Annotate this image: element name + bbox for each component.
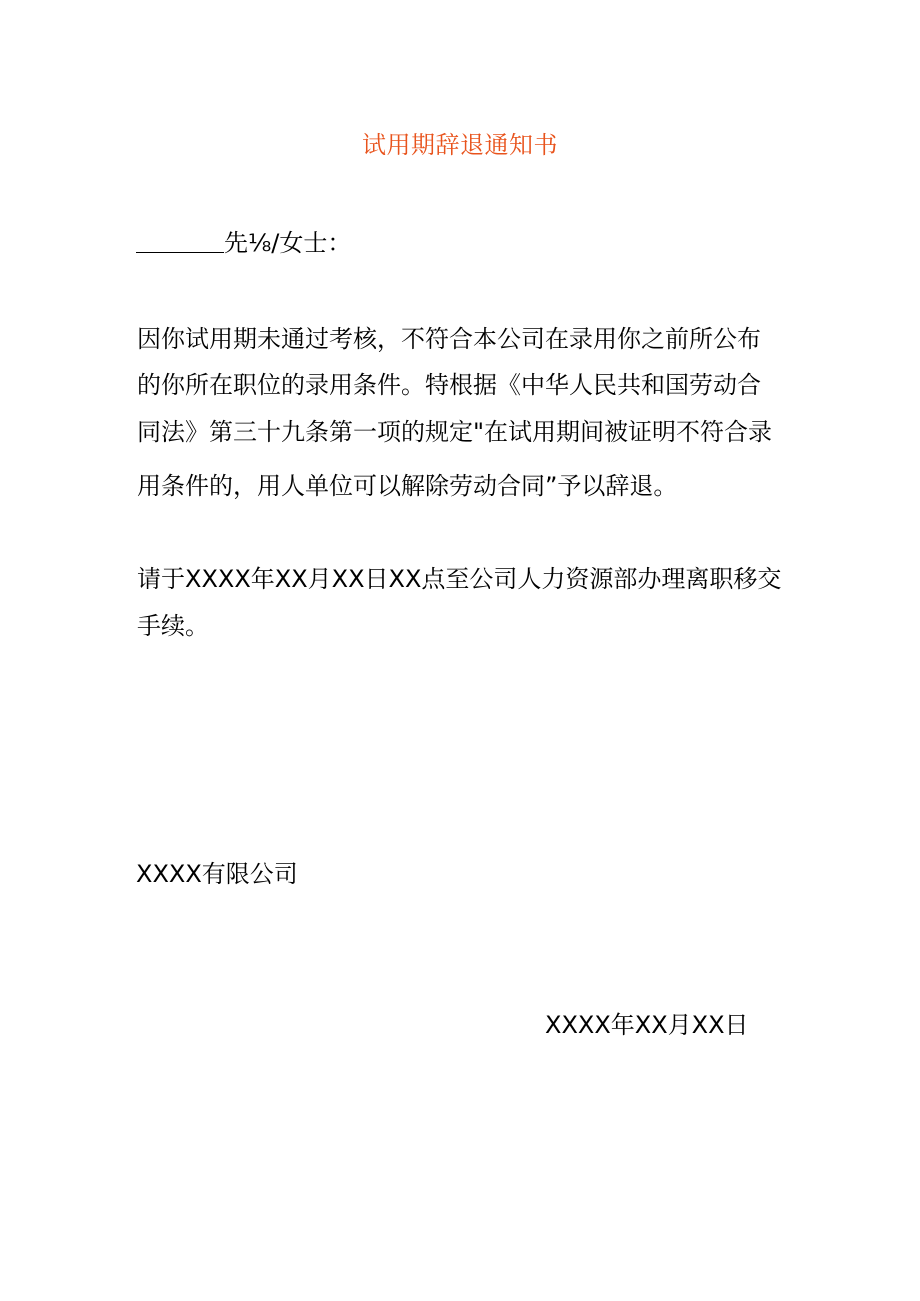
salutation-text: 先⅛/女士：: [224, 229, 352, 257]
paragraph1-line-4: 用条件的，用人单位可以解除劳动合同”予以辞退。: [137, 472, 678, 500]
paragraph2-line-2: 手续。: [137, 612, 209, 640]
document-title: 试用期辞退通知书: [362, 131, 558, 159]
salutation: [136, 226, 351, 260]
paragraph1-line-1: 因你试用期未通过考核，不符合本公司在录用你之前所公布: [137, 325, 761, 353]
name-blank-line: [136, 226, 224, 253]
paragraph2-line-1: 请于XXXX年XX月XX日XX点至公司人力资源部办理离职移交: [137, 565, 782, 593]
paragraph1-line-2: 的你所在职位的录用条件。特根据《中华人民共和国劳动合: [137, 371, 761, 399]
document-date: XXXX年XX月XX日: [545, 1011, 749, 1039]
paragraph1-line-3: 同法》第三十九条第一项的规定"在试用期间被证明不符合录: [137, 418, 773, 446]
company-signature: XXXX有限公司: [136, 860, 298, 888]
